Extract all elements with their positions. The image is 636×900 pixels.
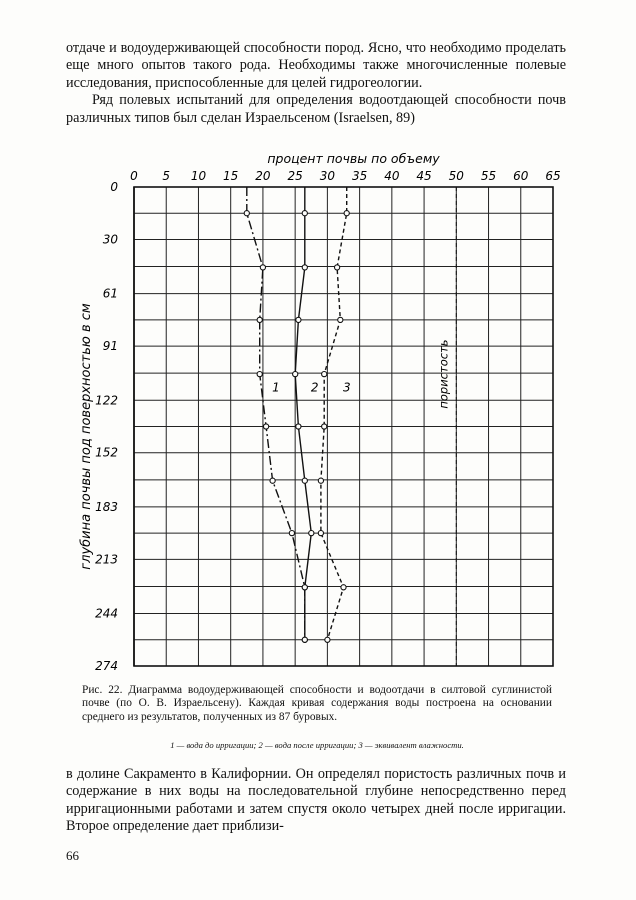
data-point-before-irrigation (244, 211, 249, 216)
curve-label-2: 2 (310, 380, 319, 395)
y-tick-label: 122 (95, 393, 118, 408)
figure-legend: 1 — вода до ирригации; 2 — вода после ирригации; 3 — эквивалент влажности. (170, 740, 464, 750)
y-tick-label: 274 (95, 659, 118, 673)
y-tick-label: 30 (102, 232, 118, 247)
x-tick-label: 65 (545, 169, 561, 183)
paragraph-field-tests: Ряд полевых испытаний для определения водоотдающей способности почв различных типов был сделан Израельсеном (Israelsen, 89) (66, 92, 566, 126)
data-point-after-irrigation (293, 372, 298, 377)
paragraph-continuation: отдаче и водоудерживающей способности пород. Ясно, что необходимо проделать еще много опытов такого рода. Необходимы также многочисленные полевые исследования, приспособленные для целей гидрогеологии. (66, 40, 566, 91)
data-point-before-irrigation (289, 531, 294, 536)
y-tick-label: 183 (95, 499, 118, 514)
y-tick-label: 61 (102, 286, 118, 301)
y-tick-label: 213 (95, 552, 118, 567)
data-point-moisture-equivalent (318, 478, 323, 483)
curve-before-irrigation (247, 187, 305, 640)
data-point-after-irrigation (296, 317, 301, 322)
data-point-before-irrigation (264, 424, 269, 429)
data-point-moisture-equivalent (322, 424, 327, 429)
x-tick-label: 35 (351, 169, 368, 183)
data-point-before-irrigation (270, 478, 275, 483)
y-tick-label: 244 (95, 606, 118, 621)
data-point-before-irrigation (257, 372, 262, 377)
curve-label-1: 1 (272, 380, 280, 395)
paragraph-sacramento: в долине Сакраменто в Калифорнии. Он определял пористость различных почв и содержание в них воды на последовательной глубине непосредственно перед ирригационными работами и затем спустя около четырех дней после ирригации. Второе определение дает приблизи- (66, 766, 566, 835)
x-tick-label: 60 (513, 169, 529, 183)
data-point-before-irrigation (257, 317, 262, 322)
data-point-moisture-equivalent (344, 211, 349, 216)
curve-moisture-equivalent (321, 187, 347, 640)
x-axis-label: процент почвы по объему (267, 151, 440, 166)
data-point-before-irrigation (260, 265, 265, 270)
data-point-moisture-equivalent (341, 585, 346, 590)
figure-caption (82, 684, 552, 724)
x-tick-label: 0 (130, 169, 138, 183)
curve-label-3: 3 (343, 380, 351, 395)
data-point-moisture-equivalent (318, 531, 323, 536)
data-point-after-irrigation (309, 531, 314, 536)
data-point-after-irrigation (302, 211, 307, 216)
data-point-moisture-equivalent (335, 265, 340, 270)
x-tick-label: 20 (255, 169, 271, 183)
data-point-moisture-equivalent (322, 372, 327, 377)
x-tick-label: 25 (287, 169, 303, 183)
data-point-after-irrigation (296, 424, 301, 429)
x-tick-label: 45 (416, 169, 432, 183)
page-number: 66 (66, 848, 79, 863)
y-tick-label: 152 (95, 445, 118, 460)
x-tick-label: 50 (448, 169, 464, 183)
x-tick-label: 10 (190, 169, 207, 183)
y-axis-label: глубина почвы под поверхностью в см (79, 303, 94, 570)
x-tick-label: 30 (319, 169, 336, 183)
data-point-moisture-equivalent (338, 317, 343, 322)
y-tick-label: 91 (102, 339, 118, 354)
data-point-moisture-equivalent (325, 637, 330, 642)
curve-after-irrigation (295, 187, 311, 640)
data-point-after-irrigation (302, 637, 307, 642)
x-tick-label: 40 (384, 169, 400, 183)
x-tick-label: 5 (162, 169, 171, 183)
y-tick-label: 0 (110, 180, 118, 194)
porosity-label: пористость (436, 339, 451, 409)
x-tick-label: 55 (480, 169, 497, 183)
x-tick-label: 15 (223, 169, 239, 183)
data-point-after-irrigation (302, 478, 307, 483)
caption-main: Рис. 22. Диаграмма водоудерживающей способности и водоотдачи в силтовой суглинистой почве (по О. В. Израельсену). Каждая кривая содержания воды построена на основании среднего из результатов, полученных из 87 буровых. (82, 684, 552, 723)
data-point-after-irrigation (302, 265, 307, 270)
bottom-text (66, 766, 566, 836)
data-point-after-irrigation (302, 585, 307, 590)
